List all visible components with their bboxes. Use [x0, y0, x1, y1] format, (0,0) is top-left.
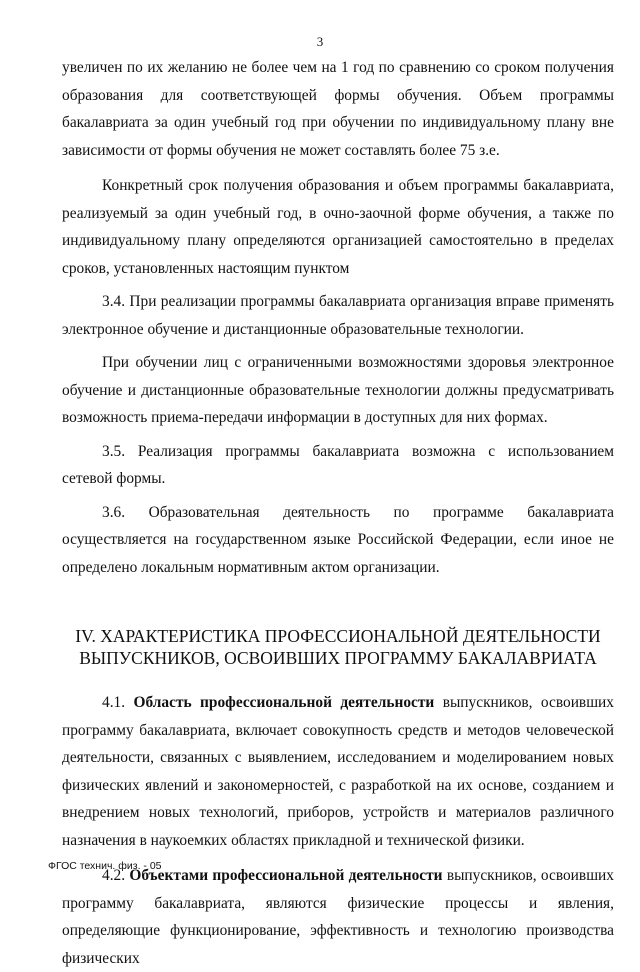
paragraph-3-5: 3.5. Реализация программы бакалавриата возможна с использованием сетевой формы.: [62, 442, 614, 487]
paragraph-4-1: [62, 689, 614, 854]
paragraph-4-2-term: Объектами профессиональной деятельности: [129, 867, 443, 884]
paragraph-4-1-number: 4.1.: [102, 694, 126, 711]
paragraph-4-1-text: выпускников, освоивших программу бакалавриата, включает совокупность средств и методов человеческой деятельности, связанных с выявлением, исследованием и моделированием новых физических явлений и закономерностей, с разработкой на их основе, созданием и внедрением новых технологий, приборов, устройств и материалов различного назначения в наукоемких областях прикладной и технической физики.: [62, 694, 614, 849]
section-heading-line-2: ВЫПУСКНИКОВ, ОСВОИВШИХ ПРОГРАММУ БАКАЛАВРИАТА: [79, 648, 597, 668]
paragraph-4-2-text: выпускников, освоивших программу бакалавриата, являются физические процессы и явления, определяющие функционирование, эффективность и технологию производства физических: [62, 867, 614, 967]
paragraph-3-4-b: При обучении лиц с ограниченными возможностями здоровья электронное обучение и дистанционные образовательные технологии должны предусматривать возможность приема-передачи информации в доступных для них формах.: [62, 354, 614, 426]
paragraph-4-2: [62, 862, 614, 972]
section-heading: [62, 625, 614, 669]
paragraph-4-2-number: 4.2.: [102, 867, 126, 884]
paragraph-4-1-term: Область профессиональной деятельности: [133, 694, 435, 711]
section-heading-line-1: IV. ХАРАКТЕРИСТИКА ПРОФЕССИОНАЛЬНОЙ ДЕЯТЕЛЬНОСТИ: [75, 626, 601, 646]
paragraph-2: Конкретный срок получения образования и объем программы бакалавриата, реализуемый за один учебный год, в очно-заочной форме обучения, а также по индивидуальному плану определяются организацией самостоятельно в пределах сроков, установленных настоящим пунктом: [62, 177, 614, 277]
body-text: [62, 54, 614, 972]
footer-code: ФГОС технич. физ. - 05: [48, 860, 162, 872]
page-number: 3: [316, 34, 324, 49]
paragraph-3-4: 3.4. При реализации программы бакалавриата организация вправе применять электронное обучение и дистанционные образовательные технологии.: [62, 293, 614, 338]
paragraph-3-6: 3.6. Образовательная деятельность по программе бакалавриата осуществляется на государственном языке Российской Федерации, если иное не определено локальным нормативным актом организации.: [62, 503, 614, 576]
paragraph-1: увеличен по их желанию не более чем на 1 год по сравнению со сроком получения образования для соответствующей формы обучения. Объем программы бакалавриата за один учебный год при обучении по индивидуальному плану вне зависимости от формы обучения не может составлять более 75 з.е.: [62, 59, 614, 159]
